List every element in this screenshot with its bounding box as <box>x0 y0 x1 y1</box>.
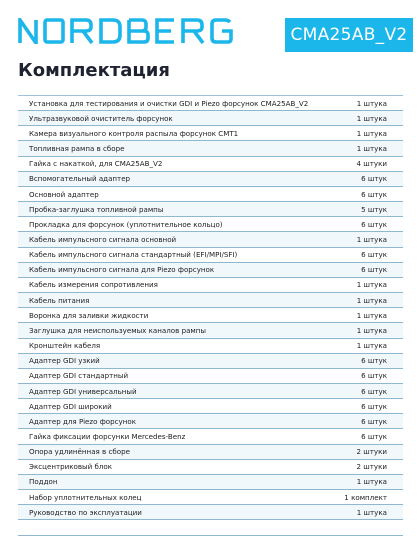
model-badge: CMA25AB_V2 <box>285 18 413 52</box>
item-name: Гайка с накаткой, для CMA25AB_V2 <box>29 159 163 169</box>
item-quantity: 1 штука <box>356 280 387 290</box>
list-item <box>18 111 403 126</box>
list-item <box>18 263 403 278</box>
list-item <box>18 369 403 384</box>
item-name: Кронштейн кабеля <box>29 341 101 351</box>
item-name: Кабель импульсного сигнала стандартный (EFI/MPI/SFI) <box>29 250 238 260</box>
item-name: Кабель импульсного сигнала основной <box>29 234 177 244</box>
item-quantity: 1 штука <box>356 144 387 154</box>
item-quantity: 6 штук <box>361 432 387 442</box>
item-name: Руководство по эксплуатации <box>29 507 142 517</box>
list-item <box>18 96 403 111</box>
item-quantity: 6 штук <box>361 356 387 366</box>
item-name: Адаптер GDI универсальный <box>29 386 137 396</box>
logo-wordmark <box>18 18 233 44</box>
list-item <box>18 202 403 217</box>
item-name: Топливная рампа в сборе <box>29 144 125 154</box>
item-quantity: 1 штука <box>356 507 387 517</box>
item-name: Ультразвуковой очиститель форсунок <box>29 113 173 123</box>
item-quantity: 6 штук <box>361 416 387 426</box>
list-item <box>18 384 403 399</box>
item-quantity: 5 штук <box>361 204 387 214</box>
list-item <box>18 217 403 232</box>
list-item <box>18 460 403 475</box>
item-quantity: 4 штуки <box>356 159 387 169</box>
item-quantity: 1 штука <box>356 128 387 138</box>
item-quantity: 6 штук <box>361 265 387 275</box>
list-item <box>18 475 403 490</box>
item-quantity: 1 штука <box>356 341 387 351</box>
item-quantity: 1 штука <box>356 325 387 335</box>
list-item <box>18 293 403 308</box>
list-item <box>18 141 403 156</box>
item-name: Кабель импульсного сигнала для Piezo форсунок <box>29 265 215 275</box>
item-name: Адаптер GDI узкий <box>29 356 100 366</box>
item-quantity: 6 штук <box>361 189 387 199</box>
list-item <box>18 278 403 293</box>
item-quantity: 2 штуки <box>356 447 387 457</box>
item-name: Эксцентриковый блок <box>29 462 113 472</box>
item-quantity: 6 штук <box>361 174 387 184</box>
list-item <box>18 172 403 187</box>
item-quantity: 6 штук <box>361 386 387 396</box>
list-item <box>18 187 403 202</box>
list-item <box>18 323 403 338</box>
list-item <box>18 354 403 369</box>
item-name: Прокладка для форсунок (уплотнительное кольцо) <box>29 219 223 229</box>
item-name: Пробка-заглушка топливной рампы <box>29 204 164 214</box>
item-name: Основной адаптер <box>29 189 99 199</box>
item-quantity: 2 штуки <box>356 462 387 472</box>
item-name: Адаптер GDI широкий <box>29 401 112 411</box>
list-item <box>18 126 403 141</box>
item-name: Установка для тестирования и очистки GDI и Piezo форсунок CMA25AB_V2 <box>29 98 309 108</box>
item-quantity: 1 штука <box>356 310 387 320</box>
item-name: Заглушка для неиспользуемых каналов рампы <box>29 325 207 335</box>
header <box>0 0 420 56</box>
item-quantity: 1 штука <box>356 234 387 244</box>
list-item <box>18 399 403 414</box>
item-name: Воронка для заливки жидкости <box>29 310 149 320</box>
list-item <box>18 429 403 444</box>
item-name: Вспомогательный адаптер <box>29 174 131 184</box>
list-item <box>18 232 403 247</box>
item-quantity: 1 штука <box>356 295 387 305</box>
list-item <box>18 248 403 263</box>
item-quantity: 1 штука <box>356 98 387 108</box>
item-name: Кабель измерения сопротивления <box>29 280 158 290</box>
package-contents-list <box>18 95 403 548</box>
list-item <box>18 445 403 460</box>
item-name: Адаптер для Piezo форсунок <box>29 416 137 426</box>
list-item <box>18 490 403 505</box>
item-name: Камера визуального контроля распыла форсунок CMT1 <box>29 128 239 138</box>
list-item <box>18 505 403 520</box>
item-quantity: 1 штука <box>356 477 387 487</box>
page-title: Комплектация <box>18 60 170 81</box>
list-item <box>18 339 403 354</box>
item-quantity: 6 штук <box>361 219 387 229</box>
item-quantity: 6 штук <box>361 250 387 260</box>
list-item <box>18 308 403 323</box>
nordberg-logo <box>18 18 233 44</box>
item-name: Опора удлинённая в сборе <box>29 447 130 457</box>
list-item <box>18 414 403 429</box>
item-quantity: 1 штука <box>356 113 387 123</box>
list-item <box>18 520 403 535</box>
item-name: Поддон <box>29 477 58 487</box>
item-quantity: 6 штук <box>361 401 387 411</box>
item-name: Набор уплотнительных колец <box>29 492 142 502</box>
item-quantity: 6 штук <box>361 371 387 381</box>
item-name: Адаптер GDI стандартный <box>29 371 129 381</box>
item-name: Гайка фиксации форсунки Mercedes-Benz <box>29 432 186 442</box>
item-quantity: 1 комплект <box>344 492 387 502</box>
list-item <box>18 157 403 172</box>
item-name: Кабель питания <box>29 295 90 305</box>
